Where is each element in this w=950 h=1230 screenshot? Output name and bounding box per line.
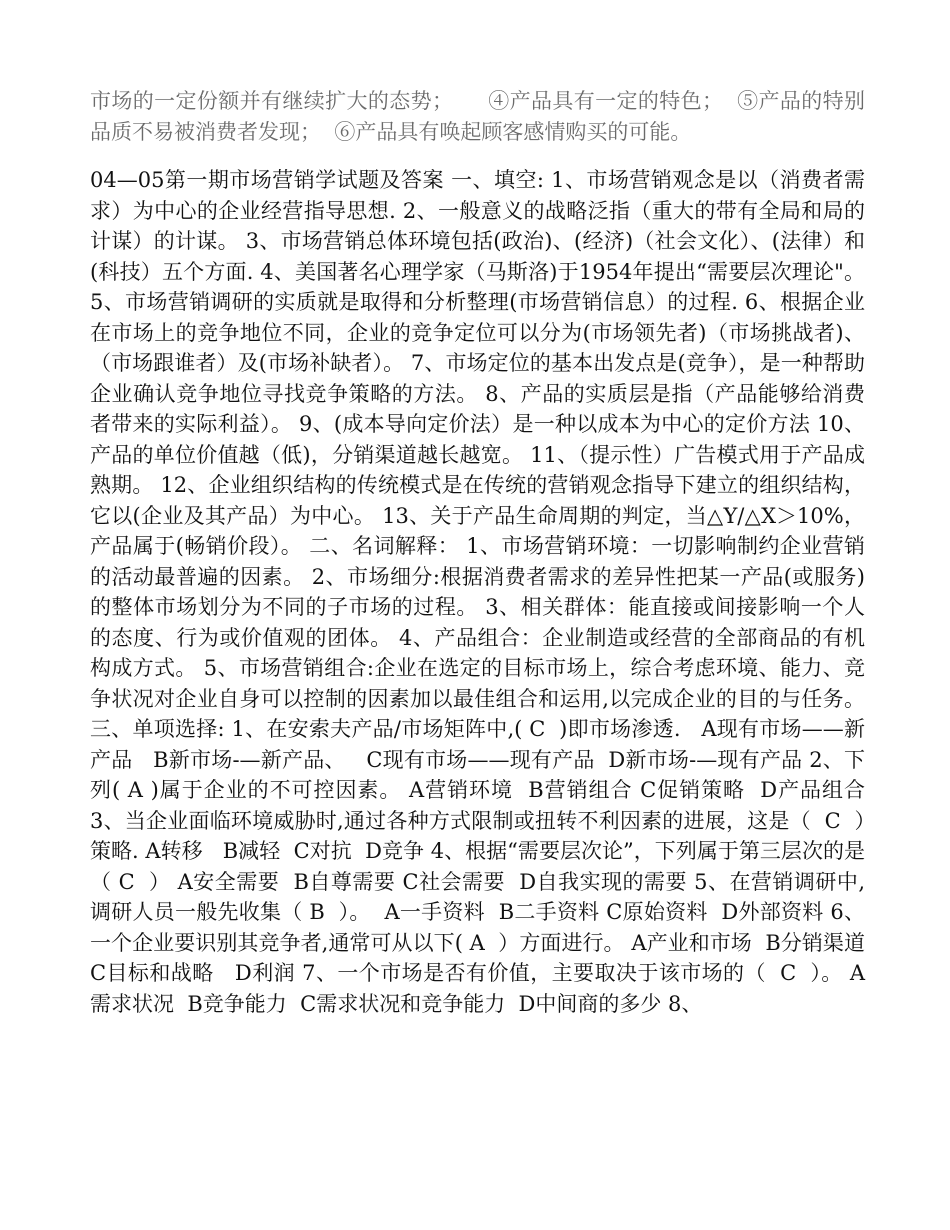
exam-questions-paragraph: 04—05第一期市场营销学试题及答案 一、填空: 1、市场营销观念是以（消费者需求）为中心的企业经营指导思想. 2、一般意义的战略泛指（重大的带有全局和局的计谋）的计谋。 3、市场营销总体环境包括(政治)、(经济)（社会文化）、(法律）和(科技）五个方面. 4、美国著名心理学家（马斯洛)于1954年提出“需要层次理论"。 5、市场营销调研的实质就是取得和分析整理(市场营销信息）的过程. 6、根据企业在市场上的竞争地位不同，企业的竞争定位可以分为(市场领先者)（市场挑战者)、（市场跟谁者）及(市场补缺者）。 7、市场定位的基本出发点是(竞争），是一种帮助企业确认竞争地位寻找竞争策略的方法。 8、产品的实质层是指（产品能够给消费者带来的实际利益）。 9、(成本导向定价法）是一种以成本为中心的定价方法 10、产品的单位价值越（低)，分销渠道越长越宽。 11、（提示性）广告模式用于产品成熟期。 12、企业组织结构的传统模式是在传统的营销观念指导下建立的组织结构，它以(企业及其产品）为中心。 13、关于产品生命周期的判定，当△Y/△X＞10%，产品属于(畅销价段）。 二、名词解释： 1、市场营销环境：一切影响制约企业营销的活动最普遍的因素。 2、市场细分:根据消费者需求的差异性把某一产品(或服务)的整体市场划分为不同的子市场的过程。 3、相关群体：能直接或间接影响一个人的态度、行为或价值观的团体。 4、产品组合：企业制造或经营的全部商品的有机构成方式。 5、市场营销组合:企业在选定的目标市场上，综合考虑环境、能力、竞争状况对企业自身可以控制的因素加以最佳组合和运用,以完成企业的目的与任务。 三、单项选择: 1、在安索夫产品/市场矩阵中,( C )即市场渗透. A现有市场——新产品 B新市场-—新产品、 C现有市场——现有产品 D新市场-—现有产品 2、下列( A )属于企业的不可控因素。 A营销环境 B营销组合 C促销策略 D产品组合 3、当企业面临环境威胁时,通过各种方式限制或扭转不利因素的进展，这是（ C ）策略. A转移 B减轻 C对抗 D竞争 4、根据“需要层次论”，下列属于第三层次的是（ C ） A安全需要 B自尊需要 C社会需要 D自我实现的需要 5、在营销调研中,调研人员一般先收集（ B ）。 A一手资料 B二手资料 C原始资料 D外部资料 6、一个企业要识别其竞争者,通常可从以下( A ）方面进行。 A产业和市场 B分销渠道 C目标和战略 D利润 7、一个市场是否有价值，主要取决于该市场的（ C ）。 A需求状况 B竞争能力 C需求状况和竞争能力 D中间商的多少 8、 <box>90 168 879 1016</box>
continuation-paragraph: 市场的一定份额并有继续扩大的态势； ④产品具有一定的特色； ⑤产品的特别品质不易被消费者发现； ⑥产品具有唤起顾客感情购买的可能。 <box>90 89 865 144</box>
